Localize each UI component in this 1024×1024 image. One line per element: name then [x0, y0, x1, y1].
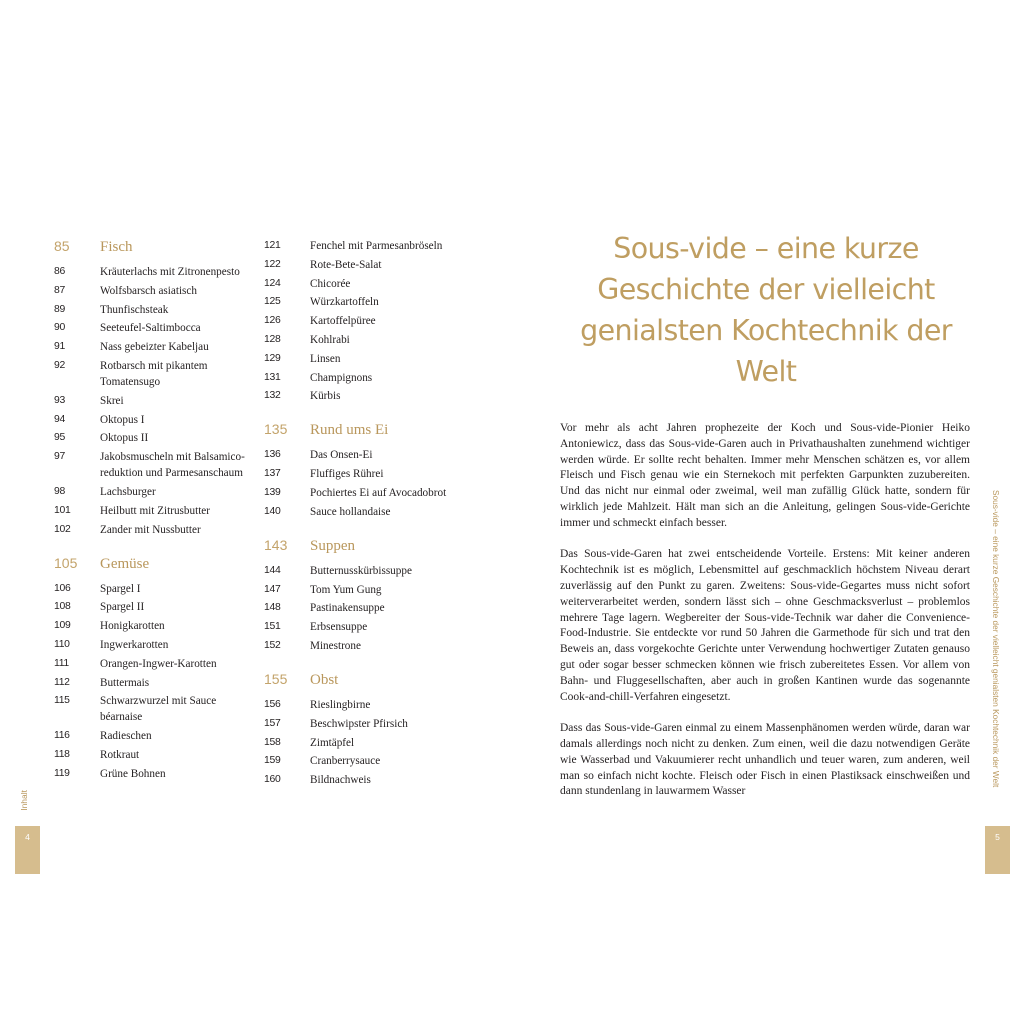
toc-entry: [264, 619, 469, 635]
toc-entry: [54, 747, 259, 763]
entry-page-number: 86: [54, 266, 65, 277]
article-title: Sous-vide – eine kurze Geschichte der vielleicht genialsten Kochtechnik der Welt: [580, 232, 952, 388]
article-paragraph: Dass das Sous-vide-Garen einmal zu einem Massenphänomen werden würde, daran war damals allerdings noch nicht zu denken. Zum einen, weil die dazu notwendigen Geräte wie Wasserbad und Vakuumierer recht unhandlich und teuer waren, zum anderen, weil man so einfach nicht kochte. Fleisch oder Fisch in einen Plastiksack einschweißen und dann stundenlang in lauwarmem Wasser: [560, 722, 970, 798]
toc-entry: [54, 618, 259, 634]
toc-entry: [264, 388, 469, 404]
toc-entry: [54, 302, 259, 318]
entry-page-number: 125: [264, 296, 281, 308]
entry-page-number: 124: [264, 277, 281, 289]
entry-title: Radieschen: [100, 730, 152, 743]
toc-entry: [54, 358, 259, 390]
toc-section-heading: [264, 537, 469, 555]
entry-title: Oktopus I: [100, 413, 145, 426]
entry-page-number: 95: [54, 432, 65, 444]
toc-entry: [264, 735, 469, 751]
entry-title: Sauce hollandaise: [310, 505, 391, 518]
entry-title: Pochiertes Ei auf Avocadobrot: [310, 486, 447, 499]
entry-page-number: 148: [264, 602, 281, 614]
entry-title: Nass gebeizter Kabeljau: [100, 341, 209, 354]
toc-entry: [54, 522, 259, 538]
article-paragraph: Das Sous-vide-Garen hat zwei entscheidende Vorteile. Erstens: Mit keiner anderen Kochtechnik ist es möglich, Lebensmittel auf geschmacklich höchstem Niveau derart zuverlässig auf den Punkt zu garen. Zweitens: Sous-vide-Gegartes muss nicht sofort weiterverarbeitet werden, sondern lässt sich – ohne Geschmacksverlust – problemlos mehrere Tage lagern. Wegbereiter der Sous-vide-Technik war daher die Convenience-Food-Industrie. Sie entdeckte vor rund 50 Jahren die Garmethode für sich und trat den Beweis an, dass vorgekochte Gerichte unter Verwendung hochwertiger Zutaten genauso gut oder sogar besser schmecken können wie frisch zubereitetes Essen. Vor allem von Bahn- und Fluggesellschaften, aber auch in großen Kantinen wurde das sogenannte Cook-and-chill-Verfahren eingesetzt.: [560, 548, 970, 703]
entry-page-number: 160: [264, 774, 281, 786]
toc-entry: [264, 563, 469, 579]
entry-title: Bildnachweis: [310, 774, 371, 787]
entry-page-number: 128: [264, 333, 281, 345]
entry-page-number: 152: [264, 639, 281, 651]
entry-title: Kartoffelpüree: [310, 315, 376, 328]
entry-title: Kürbis: [310, 390, 341, 403]
entry-page-number: 122: [264, 258, 281, 270]
entry-page-number: 91: [54, 341, 65, 353]
entry-title: Das Onsen-Ei: [310, 449, 373, 462]
running-head-right: Sous-vide – eine kurze Geschichte der vielleicht genialsten Kochtechnik der Welt: [991, 490, 1001, 788]
entry-title: Buttermais: [100, 676, 150, 689]
toc-entry: [264, 485, 469, 501]
entry-title: Cranberrysauce: [310, 755, 381, 768]
toc-entry: [264, 257, 469, 273]
entry-title: Champignons: [310, 371, 373, 384]
entry-page-number: 109: [54, 620, 71, 632]
entry-page-number: 92: [54, 359, 65, 371]
entry-page-number: 157: [264, 717, 281, 729]
entry-title: Grüne Bohnen: [100, 767, 166, 780]
toc-entry: [54, 503, 259, 519]
entry-page-number: 101: [54, 504, 71, 516]
section-page-number: 105: [54, 554, 78, 571]
entry-title: Wolfsbarsch asiatisch: [100, 284, 197, 297]
toc-entry: [54, 264, 259, 280]
entry-page-number: 111: [54, 657, 69, 669]
entry-title: Jakobsmuscheln mit Balsamico-reduktion und Parmesanschaum: [100, 451, 245, 480]
page-number-left: 4: [25, 832, 30, 842]
entry-page-number: 121: [264, 240, 281, 251]
entry-page-number: 102: [54, 523, 71, 535]
entry-page-number: 115: [54, 695, 70, 707]
article-paragraph: Vor mehr als acht Jahren prophezeite der Koch und Sous-vide-Pionier Heiko Antoniewicz, dass das Sous-vide-Garen auch in Privathaushalten zunehmend wichtiger werden würde. Er sollte recht behalten. Immer mehr Menschen schätzen es, vor allem Fleisch und Fisch genau wie ein Sternekoch mit perfekten Garpunkten zuzubereiten. Und das nicht nur einmal oder zweimal, weil man zufällig Glück hatte, sondern für wirklich jede Mahlzeit. Hält man sich an die Anleitung, gelingen Sous-vide-Gerichte immer und schmeckt einfach besser.: [560, 422, 970, 529]
entry-page-number: 129: [264, 352, 281, 364]
entry-page-number: 119: [54, 767, 70, 779]
toc-entry: [54, 320, 259, 336]
toc-entry: [54, 484, 259, 500]
entry-page-number: 158: [264, 736, 281, 748]
toc-section-heading: [264, 671, 469, 689]
entry-title: Ingwerkarotten: [100, 638, 169, 651]
entry-page-number: 139: [264, 486, 281, 498]
entry-title: Linsen: [310, 352, 341, 365]
entry-page-number: 98: [54, 485, 65, 497]
entry-title: Rotbarsch mit pikantem Tomatensugo: [100, 359, 208, 388]
toc-entry: [264, 753, 469, 769]
toc-entry: [264, 276, 469, 292]
toc-entry: [264, 697, 469, 713]
toc-entry: [54, 656, 259, 672]
entry-title: Zander mit Nussbutter: [100, 523, 201, 536]
entry-page-number: 116: [54, 730, 70, 742]
toc-entry: [264, 313, 469, 329]
entry-title: Kräuterlachs mit Zitronenpesto: [100, 266, 240, 278]
toc-entry: [54, 449, 259, 481]
toc-section-heading: [54, 555, 259, 573]
entry-page-number: 144: [264, 564, 281, 576]
entry-title: Heilbutt mit Zitrusbutter: [100, 504, 210, 517]
toc-entry: [264, 772, 469, 788]
page-tab-left: [15, 826, 40, 874]
toc-entry: [54, 283, 259, 299]
entry-title: Skrei: [100, 394, 124, 407]
section-page-number: 155: [264, 670, 288, 687]
page-number-right: 5: [995, 832, 1000, 842]
toc-entry: [54, 728, 259, 744]
toc-entry: [54, 339, 259, 355]
entry-page-number: 118: [54, 748, 70, 760]
entry-page-number: 106: [54, 582, 71, 594]
entry-page-number: 151: [264, 621, 281, 633]
entry-page-number: 147: [264, 583, 281, 595]
entry-page-number: 90: [54, 322, 65, 334]
entry-page-number: 93: [54, 394, 65, 406]
entry-title: Spargel I: [100, 582, 141, 595]
toc-entry: [54, 693, 259, 725]
section-title: Fisch: [100, 239, 133, 255]
toc-entry: [264, 466, 469, 482]
section-page-number: 143: [264, 536, 288, 553]
entry-title: Butternusskürbissuppe: [310, 564, 412, 577]
entry-page-number: 94: [54, 413, 65, 425]
running-head-left: Inhalt: [19, 790, 29, 811]
entry-title: Oktopus II: [100, 432, 149, 445]
toc-entry: [54, 599, 259, 615]
entry-title: Beschwipster Pfirsich: [310, 717, 408, 730]
entry-page-number: 159: [264, 755, 281, 767]
entry-page-number: 89: [54, 303, 65, 315]
entry-page-number: 132: [264, 390, 281, 402]
entry-page-number: 112: [54, 676, 70, 688]
entry-title: Seeteufel-Saltimbocca: [100, 322, 201, 335]
toc-entry: [264, 332, 469, 348]
toc-entry: [264, 294, 469, 310]
entry-page-number: 140: [264, 505, 281, 517]
entry-title: Würzkartoffeln: [310, 296, 379, 309]
toc-entry: [54, 412, 259, 428]
entry-page-number: 87: [54, 284, 65, 296]
toc-entry: [264, 582, 469, 598]
entry-page-number: 110: [54, 638, 70, 650]
toc-entry: [264, 351, 469, 367]
toc-entry: [264, 504, 469, 520]
section-title: Obst: [310, 671, 339, 688]
entry-title: Pastinakensuppe: [310, 602, 385, 615]
toc-column-2: [264, 238, 469, 791]
toc-entry: [54, 766, 259, 782]
entry-title: Zimtäpfel: [310, 736, 355, 749]
entry-title: Honigkarotten: [100, 620, 165, 633]
toc-column-1: [54, 238, 259, 785]
entry-title: Rotkraut: [100, 748, 140, 761]
section-page-number: 85: [54, 238, 70, 254]
section-title: Suppen: [310, 537, 355, 554]
entry-title: Fenchel mit Parmesanbröseln: [310, 240, 443, 252]
toc-entry: [264, 370, 469, 386]
entry-title: Orangen-Ingwer-Karotten: [100, 657, 217, 670]
entry-page-number: 131: [264, 371, 281, 383]
entry-page-number: 97: [54, 451, 65, 463]
page-tab-right: [985, 826, 1010, 874]
section-page-number: 135: [264, 421, 288, 438]
entry-title: Thunfischsteak: [100, 303, 169, 316]
toc-entry: [264, 447, 469, 463]
entry-title: Rieslingbirne: [310, 698, 371, 711]
entry-title: Chicorée: [310, 277, 351, 290]
toc-entry: [264, 238, 469, 254]
entry-title: Schwarzwurzel mit Sauce béarnaise: [100, 695, 217, 724]
toc-entry: [264, 716, 469, 732]
toc-entry: [54, 637, 259, 653]
entry-page-number: 156: [264, 698, 281, 710]
toc-entry: [54, 675, 259, 691]
entry-page-number: 108: [54, 601, 71, 613]
entry-title: Spargel II: [100, 601, 145, 614]
entry-title: Fluffiges Rührei: [310, 468, 384, 481]
toc-entry: [264, 638, 469, 654]
entry-title: Erbsensuppe: [310, 621, 368, 634]
section-title: Rund ums Ei: [310, 422, 389, 439]
toc-section-heading: [54, 238, 259, 256]
entry-title: Tom Yum Gung: [310, 583, 382, 596]
entry-page-number: 126: [264, 315, 281, 327]
toc-entry: [54, 430, 259, 446]
section-title: Gemüse: [100, 555, 150, 572]
article-body: [560, 421, 970, 816]
toc-entry: [54, 581, 259, 597]
toc-entry: [264, 600, 469, 616]
toc-entry: [54, 393, 259, 409]
entry-page-number: 136: [264, 449, 281, 461]
entry-title: Lachsburger: [100, 485, 156, 498]
entry-title: Rote-Bete-Salat: [310, 258, 382, 271]
entry-title: Minestrone: [310, 639, 361, 652]
entry-title: Kohlrabi: [310, 333, 350, 346]
entry-page-number: 137: [264, 468, 281, 480]
toc-section-heading: [264, 421, 469, 439]
